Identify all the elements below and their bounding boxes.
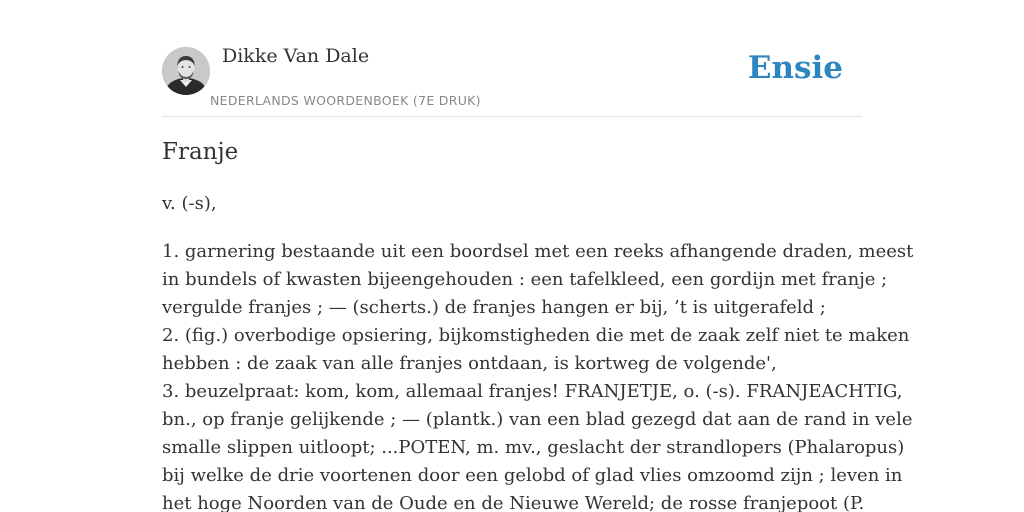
definition-line: vergulde franjes ; — (scherts.) de franjes hangen er bij, ’t is uitgerafeld ; xyxy=(162,297,826,318)
dictionary-source[interactable]: NEDERLANDS WOORDENBOEK (7E DRUK) xyxy=(210,93,481,108)
definition-line: 3. beuzelpraat: kom, kom, allemaal franjes! FRANJETJE, o. (-s). FRANJEACHTIG, xyxy=(162,381,903,402)
definition-line: 1. garnering bestaande uit een boordsel met een reeks afhangende draden, meest xyxy=(162,241,914,262)
entry-definition xyxy=(162,238,914,512)
definition-line: smalle slippen uitloopt; ...POTEN, m. mv., geslacht der strandlopers (Phalaropus) xyxy=(162,437,905,458)
entry-title: Franje xyxy=(162,139,239,165)
definition-line: het hoge Noorden van de Oude en de Nieuwe Wereld; de rosse franjepoot (P. xyxy=(162,493,865,512)
author-name[interactable]: Dikke Van Dale xyxy=(222,45,370,67)
definition-line: 2. (fig.) overbodige opsiering, bijkomstigheden die met de zaak zelf niet te maken xyxy=(162,325,910,346)
page xyxy=(162,0,914,512)
brand-logo[interactable]: Ensie xyxy=(747,50,843,86)
definition-line: in bundels of kwasten bijeengehouden : een tafelkleed, een gordijn met franje ; xyxy=(162,269,888,290)
header xyxy=(162,0,862,117)
author-avatar[interactable] xyxy=(162,47,210,95)
definition-line: hebben : de zaak van alle franjes ontdaan, is kortweg de volgende', xyxy=(162,353,777,374)
definition-line: bij welke de drie voortenen door een gelobd of glad vlies omzoomd zijn ; leven in xyxy=(162,465,903,486)
entry-grammar: v. (-s), xyxy=(162,193,217,214)
definition-line: bn., op franje gelijkende ; — (plantk.) van een blad gezegd dat aan de rand in vele xyxy=(162,409,913,430)
portrait-icon xyxy=(162,47,210,95)
